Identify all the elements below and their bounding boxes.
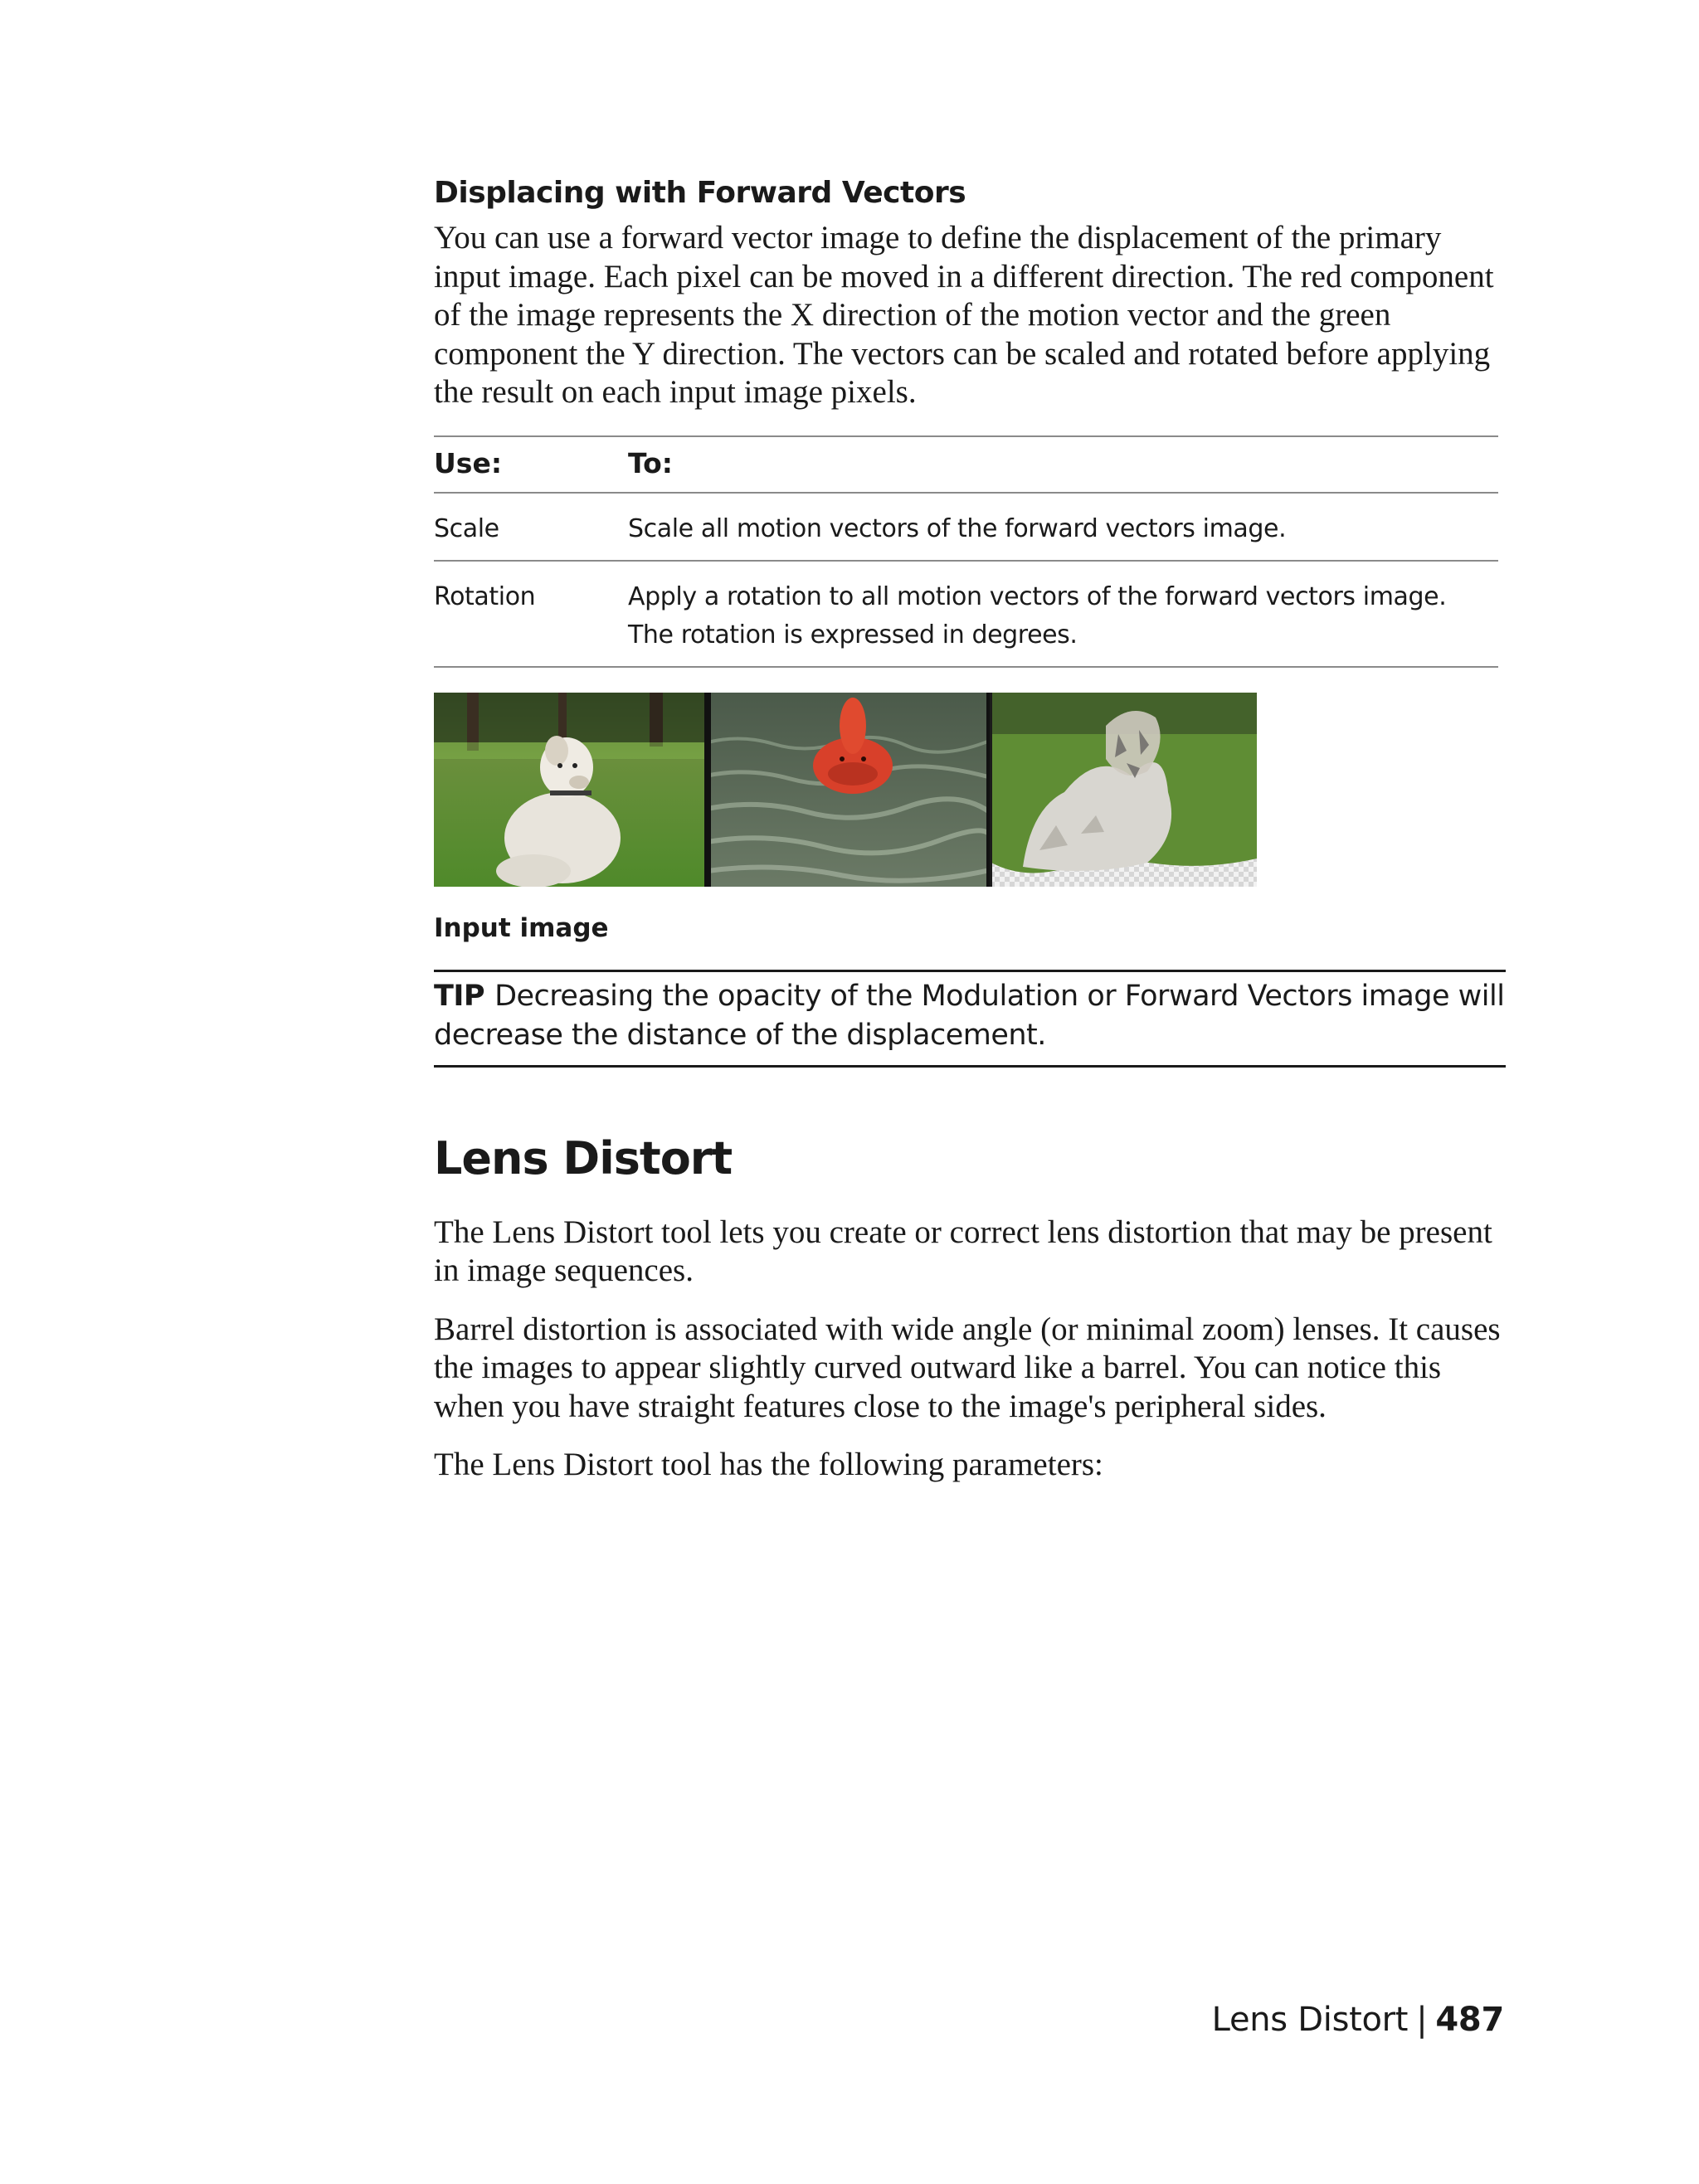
tip-box [434,970,1506,1068]
lens-distort-heading: Lens Distort [434,1131,733,1184]
displaced-result-image [990,693,1257,887]
table-row [434,493,1498,561]
lens-distort-paragraph: Barrel distortion is associated with wide angle (or minimal zoom) lenses. It causes the images to appear slightly curved outward like a barrel. You can notice this when you have straight features close to the image's peripheral sides. [434,1311,1501,1424]
table-cell-use: Scale [434,493,628,561]
page-footer [1212,1999,1504,2041]
parameter-table [434,435,1498,668]
table-header-to: To: [628,436,1498,493]
figure-caption: Input image [434,912,609,943]
lens-distort-paragraph: The Lens Distort tool lets you create or correct lens distortion that may be present in image sequences. [434,1214,1492,1288]
table-row [434,561,1498,667]
section-paragraph: You can use a forward vector image to define the displacement of the primary input image. Each pixel can be moved in a different direction. The red component of the image represents the X direction of the motion vector and the green component the Y direction. The vectors can be scaled and rotated before applying the result on each input image pixels. [434,220,1494,410]
page-number: 487 [1435,2001,1504,2039]
table-cell-use: Rotation [434,561,628,667]
page-content [434,174,1506,1485]
tip-label: TIP [434,979,485,1013]
table-cell-to: Scale all motion vectors of the forward vectors image. [628,493,1498,561]
footer-separator: | [1416,2001,1428,2039]
table-header-row [434,436,1498,493]
footer-title: Lens Distort [1211,2001,1409,2039]
dog-image [434,693,708,887]
lens-distort-paragraph: The Lens Distort tool has the following parameters: [434,1447,1103,1482]
tip-text: Decreasing the opacity of the Modulation or Forward Vectors image will decrease the distance of the displacement. [434,979,1505,1052]
section-heading: Displacing with Forward Vectors [434,176,966,210]
figure-strip [434,693,1257,887]
table-header-use: Use: [434,436,628,493]
duck-image [708,693,990,887]
table-cell-to: Apply a rotation to all motion vectors of the forward vectors image. The rotation is expressed in degrees. [628,561,1498,667]
